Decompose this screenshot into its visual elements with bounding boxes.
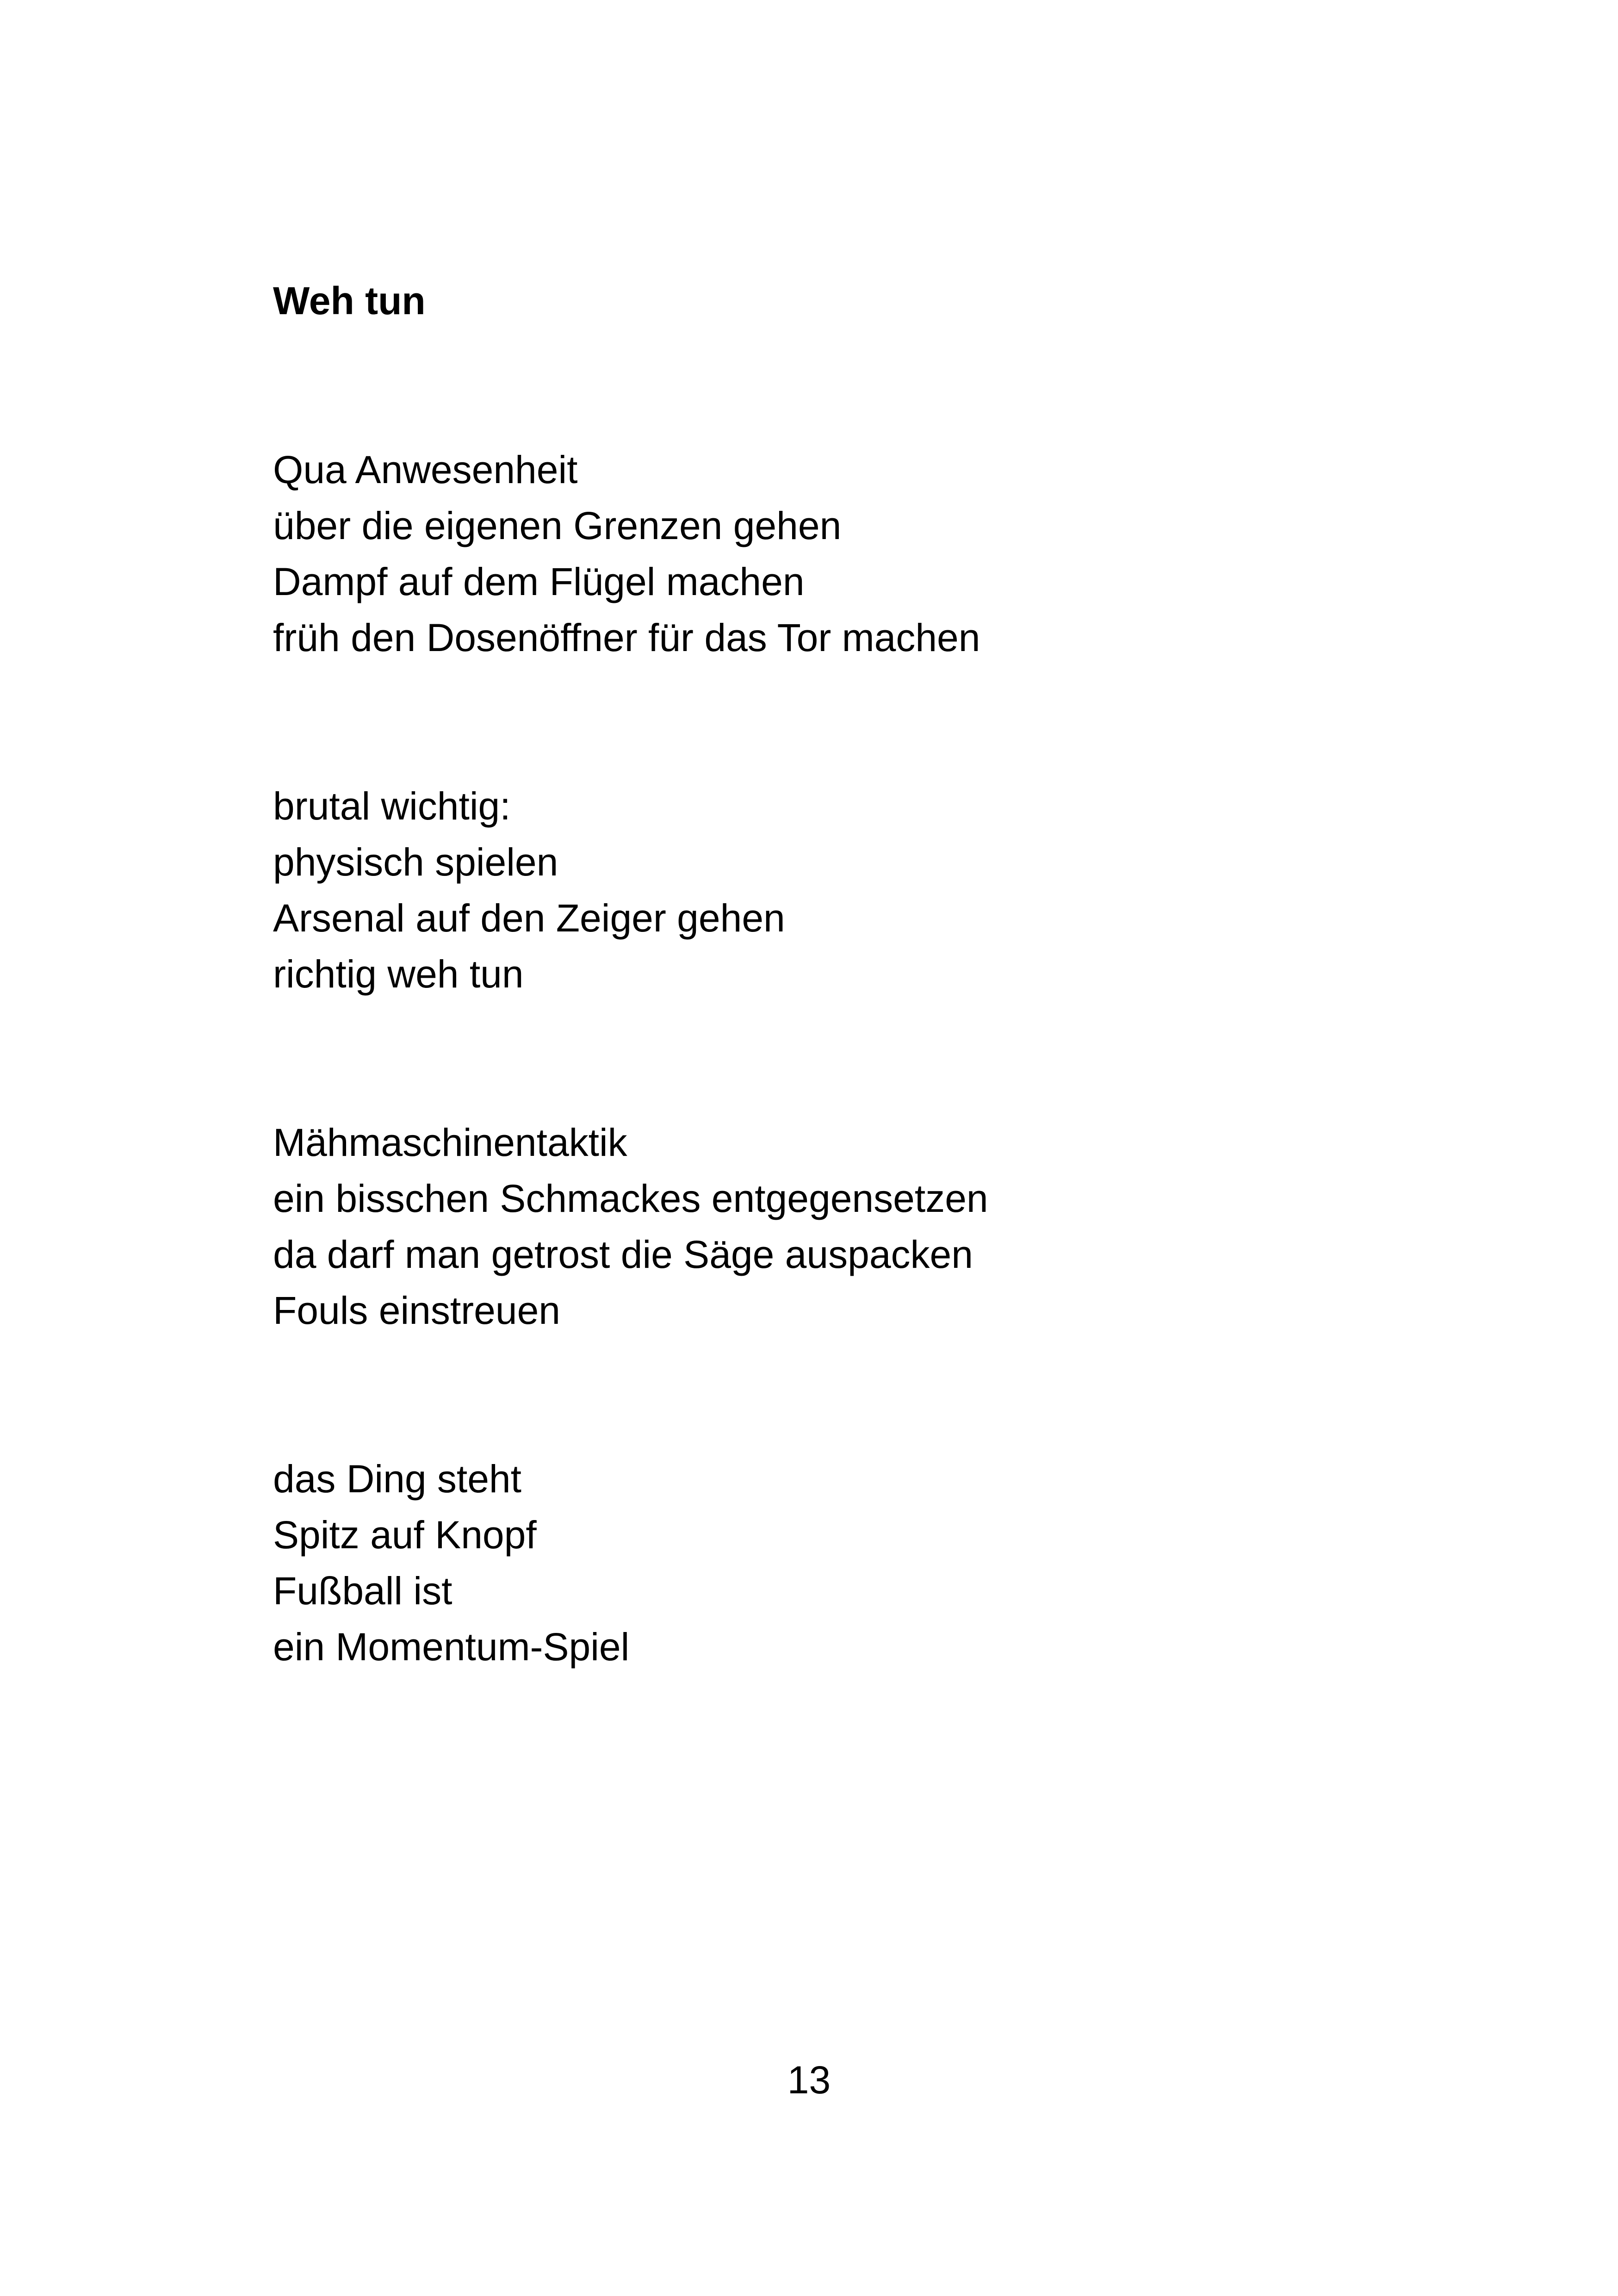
page-number: 13 xyxy=(787,2058,831,2102)
stanza-3 xyxy=(273,1115,988,1339)
poem-line: ein Momentum-Spiel xyxy=(273,1625,630,1669)
stanza-4 xyxy=(273,1451,988,1675)
poem-line: brutal wichtig: xyxy=(273,784,511,828)
poem-line: Mähmaschinentaktik xyxy=(273,1121,627,1164)
poem-line: Fußball ist xyxy=(273,1569,453,1613)
poem-title: Weh tun xyxy=(273,279,426,323)
poem-line: da darf man getrost die Säge auspacken xyxy=(273,1233,973,1276)
stanza-1 xyxy=(273,442,988,666)
poem-line: das Ding steht xyxy=(273,1457,521,1501)
poem-line: physisch spielen xyxy=(273,840,558,884)
poem-line: Arsenal auf den Zeiger gehen xyxy=(273,896,785,940)
poem-line: ein bisschen Schmackes entgegensetzen xyxy=(273,1177,988,1220)
poem-line: Spitz auf Knopf xyxy=(273,1513,537,1557)
poem-body xyxy=(273,442,988,1787)
poem-line: Fouls einstreuen xyxy=(273,1289,561,1332)
poem-line: Qua Anwesenheit xyxy=(273,448,578,491)
stanza-2 xyxy=(273,778,988,1002)
poem-line: richtig weh tun xyxy=(273,952,524,996)
poem-line: Dampf auf dem Flügel machen xyxy=(273,560,805,603)
poem-line: über die eigenen Grenzen gehen xyxy=(273,504,842,547)
poem-line: früh den Dosenöffner für das Tor machen xyxy=(273,616,980,659)
